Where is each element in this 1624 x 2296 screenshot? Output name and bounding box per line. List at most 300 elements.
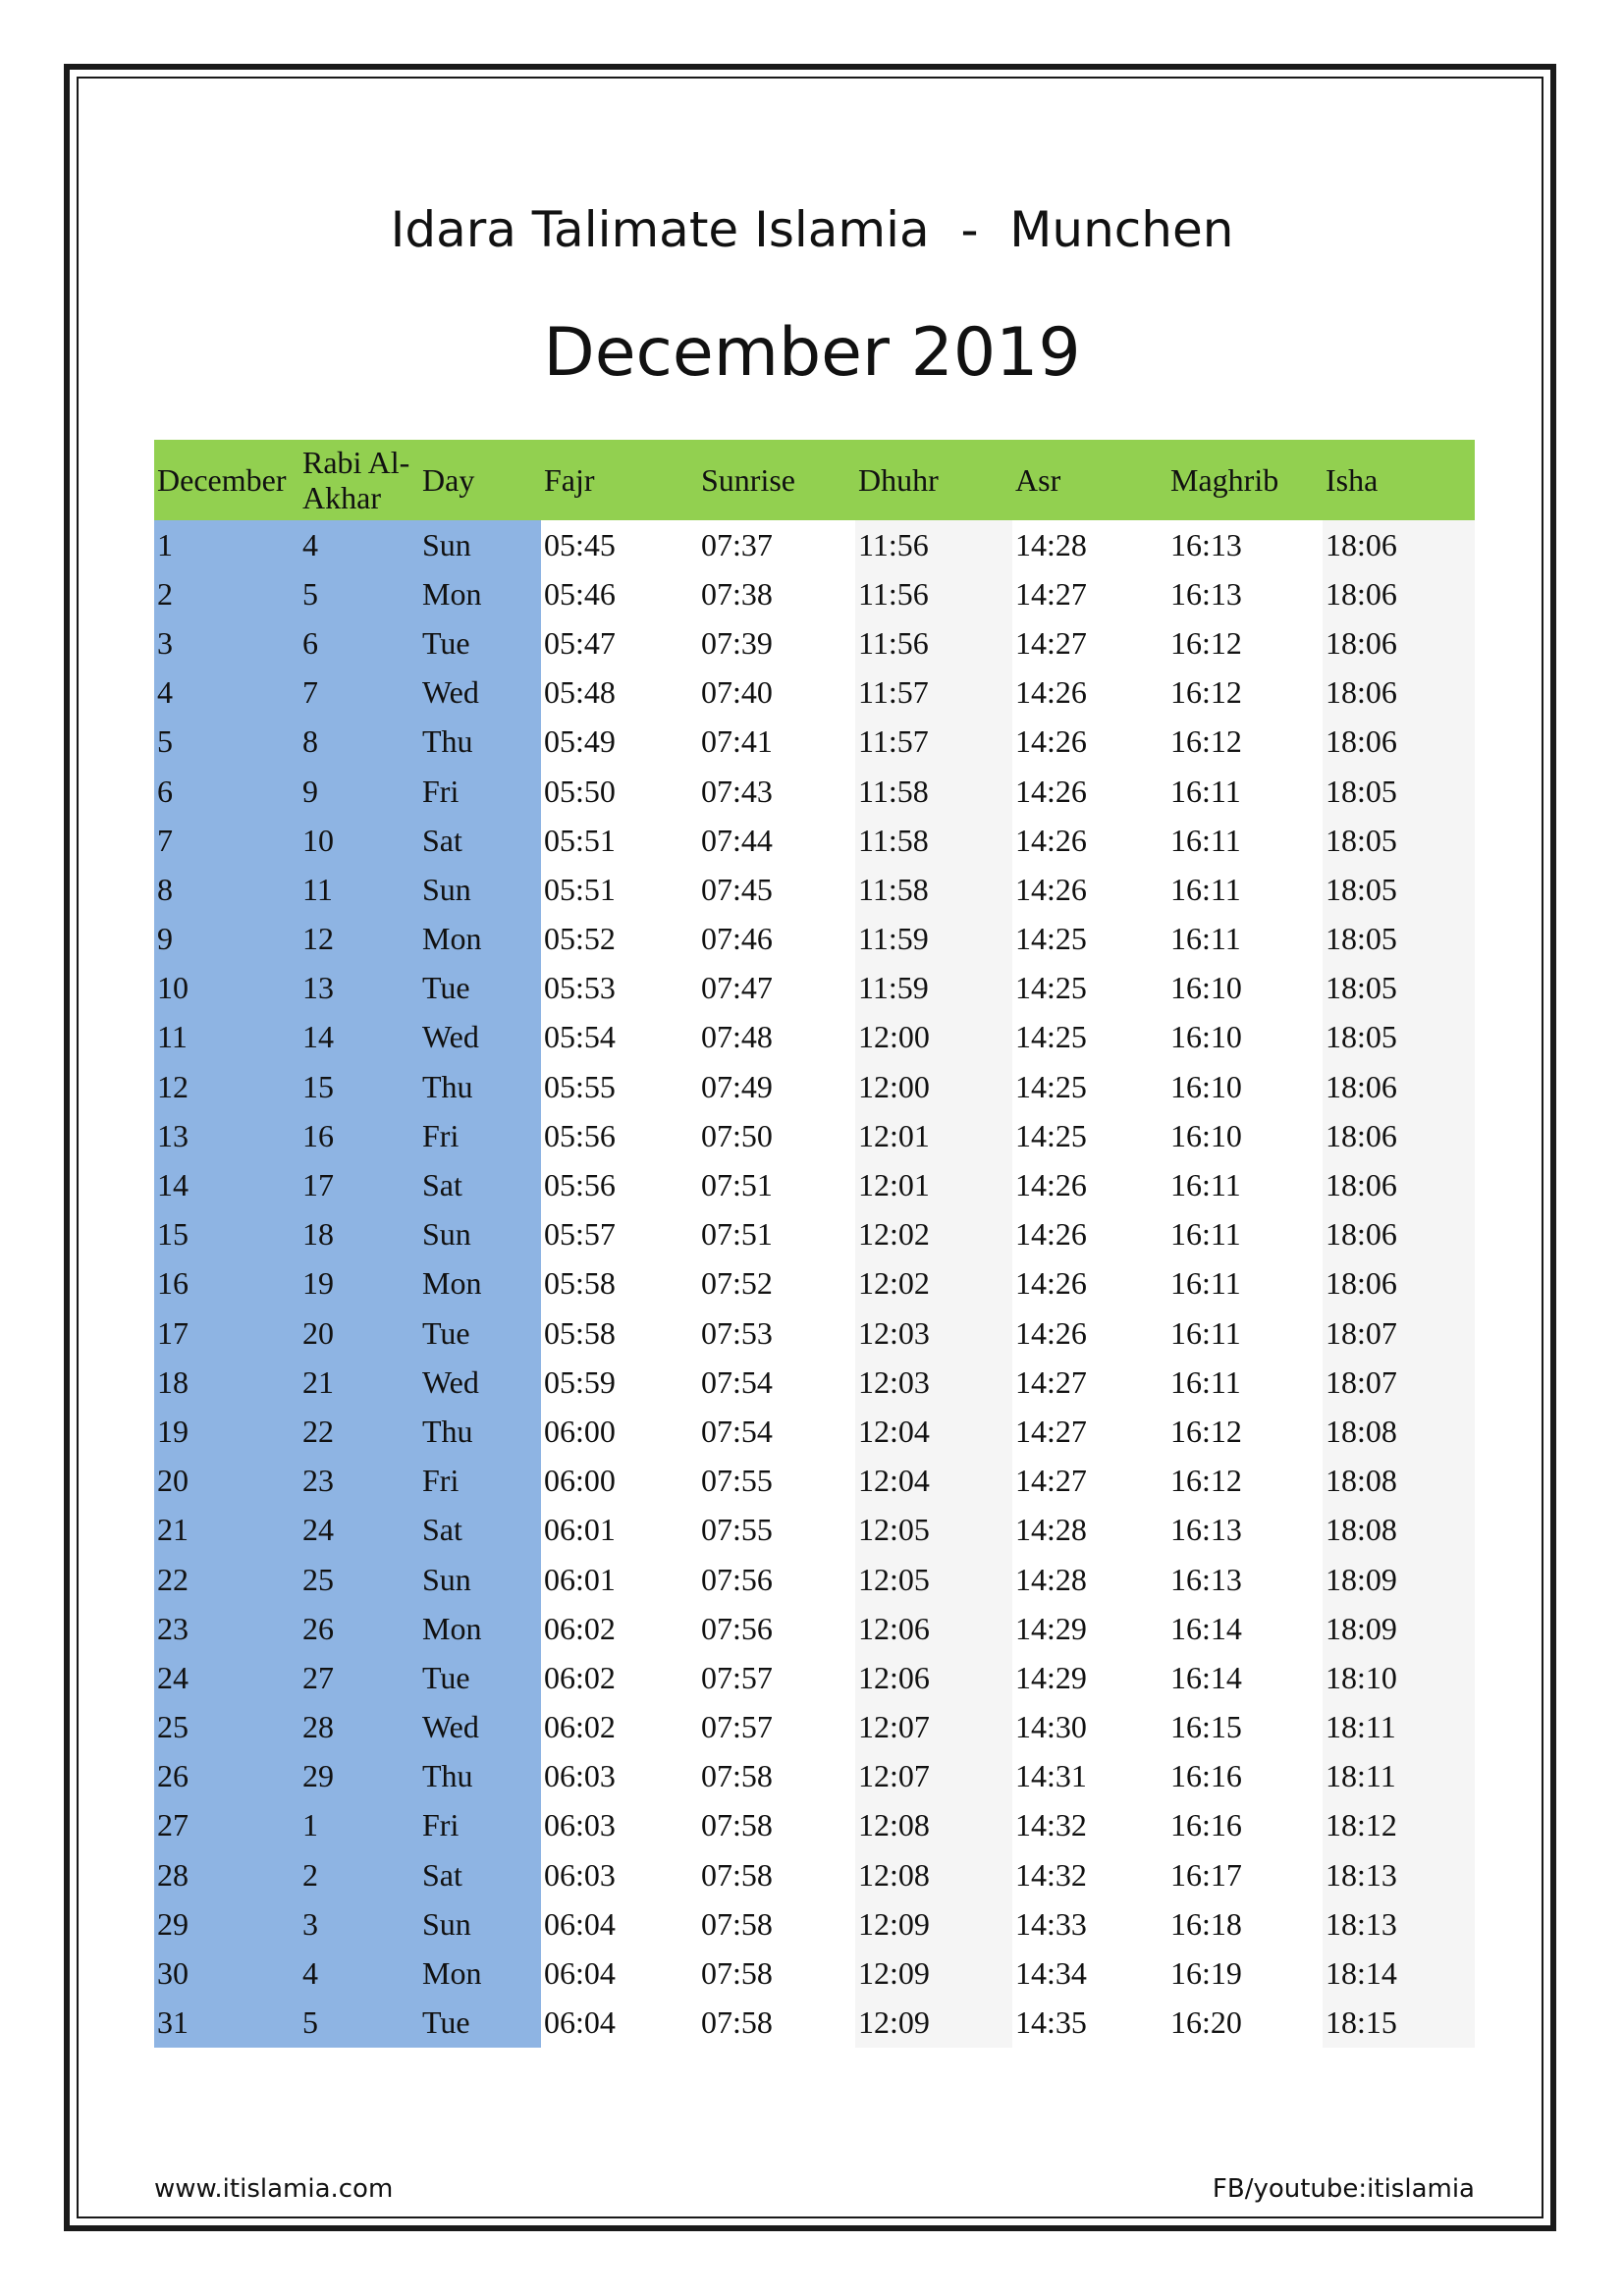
weekday-cell: Sat	[419, 816, 541, 865]
isha-cell: 18:11	[1323, 1752, 1475, 1801]
sunrise-cell: 07:37	[698, 520, 855, 569]
weekday-cell: Sat	[419, 1160, 541, 1209]
date-cell: 13	[154, 1111, 299, 1160]
organization-title: Idara Talimate Islamia - Munchen	[390, 201, 1234, 258]
date-cell: 6	[154, 767, 299, 816]
weekday-cell: Mon	[419, 569, 541, 618]
hijri-date-cell: 21	[299, 1358, 419, 1407]
fajr-cell: 06:01	[541, 1555, 698, 1604]
maghrib-cell: 16:14	[1167, 1653, 1323, 1702]
asr-cell: 14:27	[1012, 1407, 1167, 1456]
fajr-cell: 05:54	[541, 1013, 698, 1062]
isha-cell: 18:08	[1323, 1457, 1475, 1506]
hijri-date-cell: 16	[299, 1111, 419, 1160]
dhuhr-cell: 12:02	[855, 1210, 1012, 1259]
maghrib-cell: 16:17	[1167, 1850, 1323, 1899]
asr-cell: 14:25	[1012, 1111, 1167, 1160]
hijri-date-cell: 29	[299, 1752, 419, 1801]
table-row	[154, 520, 1475, 569]
sunrise-cell: 07:52	[698, 1259, 855, 1308]
date-cell: 28	[154, 1850, 299, 1899]
maghrib-cell: 16:11	[1167, 1210, 1323, 1259]
sunrise-cell: 07:38	[698, 569, 855, 618]
maghrib-cell: 16:10	[1167, 1013, 1323, 1062]
sunrise-cell: 07:40	[698, 668, 855, 718]
table-row	[154, 1111, 1475, 1160]
fajr-cell: 06:00	[541, 1457, 698, 1506]
table-row	[154, 964, 1475, 1013]
isha-cell: 18:12	[1323, 1801, 1475, 1850]
weekday-cell: Wed	[419, 668, 541, 718]
asr-cell: 14:27	[1012, 618, 1167, 667]
dhuhr-cell: 12:09	[855, 1949, 1012, 1998]
fajr-cell: 05:48	[541, 668, 698, 718]
table-row	[154, 1801, 1475, 1850]
weekday-cell: Wed	[419, 1013, 541, 1062]
fajr-cell: 05:45	[541, 520, 698, 569]
fajr-cell: 06:02	[541, 1653, 698, 1702]
isha-cell: 18:06	[1323, 569, 1475, 618]
sunrise-cell: 07:54	[698, 1358, 855, 1407]
maghrib-cell: 16:12	[1167, 718, 1323, 767]
table-row	[154, 1949, 1475, 1998]
isha-cell: 18:07	[1323, 1308, 1475, 1358]
date-cell: 22	[154, 1555, 299, 1604]
asr-cell: 14:26	[1012, 1160, 1167, 1209]
dhuhr-cell: 12:09	[855, 1899, 1012, 1949]
sunrise-cell: 07:55	[698, 1457, 855, 1506]
fajr-cell: 06:04	[541, 1999, 698, 2048]
isha-cell: 18:06	[1323, 1160, 1475, 1209]
date-cell: 17	[154, 1308, 299, 1358]
dhuhr-cell: 12:05	[855, 1555, 1012, 1604]
table-row	[154, 1308, 1475, 1358]
table-row	[154, 1062, 1475, 1111]
asr-cell: 14:25	[1012, 915, 1167, 964]
asr-cell: 14:34	[1012, 1949, 1167, 1998]
hijri-date-cell: 27	[299, 1653, 419, 1702]
asr-cell: 14:27	[1012, 1457, 1167, 1506]
asr-cell: 14:30	[1012, 1703, 1167, 1752]
asr-cell: 14:35	[1012, 1999, 1167, 2048]
asr-cell: 14:29	[1012, 1653, 1167, 1702]
table-row	[154, 668, 1475, 718]
column-header-december: December	[154, 440, 299, 520]
fajr-cell: 05:49	[541, 718, 698, 767]
table-row	[154, 1703, 1475, 1752]
maghrib-cell: 16:20	[1167, 1999, 1323, 2048]
dhuhr-cell: 12:02	[855, 1259, 1012, 1308]
asr-cell: 14:28	[1012, 1506, 1167, 1555]
sunrise-cell: 07:58	[698, 1752, 855, 1801]
hijri-date-cell: 19	[299, 1259, 419, 1308]
fajr-cell: 05:53	[541, 964, 698, 1013]
table-row	[154, 718, 1475, 767]
isha-cell: 18:06	[1323, 1210, 1475, 1259]
table-row	[154, 1407, 1475, 1456]
weekday-cell: Tue	[419, 1653, 541, 1702]
sunrise-cell: 07:45	[698, 865, 855, 914]
column-header-maghrib: Maghrib	[1167, 440, 1323, 520]
table-row	[154, 1752, 1475, 1801]
sunrise-cell: 07:39	[698, 618, 855, 667]
sunrise-cell: 07:54	[698, 1407, 855, 1456]
isha-cell: 18:06	[1323, 1111, 1475, 1160]
column-header-hijri-month: Rabi Al-Akhar	[299, 440, 419, 520]
date-cell: 4	[154, 668, 299, 718]
dhuhr-cell: 11:56	[855, 520, 1012, 569]
asr-cell: 14:28	[1012, 520, 1167, 569]
fajr-cell: 06:03	[541, 1801, 698, 1850]
weekday-cell: Fri	[419, 1111, 541, 1160]
hijri-date-cell: 11	[299, 865, 419, 914]
dhuhr-cell: 11:58	[855, 816, 1012, 865]
weekday-cell: Mon	[419, 1259, 541, 1308]
fajr-cell: 05:51	[541, 816, 698, 865]
date-cell: 11	[154, 1013, 299, 1062]
dhuhr-cell: 11:56	[855, 569, 1012, 618]
table-row	[154, 865, 1475, 914]
dhuhr-cell: 12:08	[855, 1850, 1012, 1899]
fajr-cell: 06:00	[541, 1407, 698, 1456]
weekday-cell: Sun	[419, 865, 541, 914]
dhuhr-cell: 12:00	[855, 1062, 1012, 1111]
sunrise-cell: 07:48	[698, 1013, 855, 1062]
dhuhr-cell: 12:01	[855, 1160, 1012, 1209]
hijri-date-cell: 4	[299, 520, 419, 569]
sunrise-cell: 07:50	[698, 1111, 855, 1160]
isha-cell: 18:07	[1323, 1358, 1475, 1407]
maghrib-cell: 16:14	[1167, 1604, 1323, 1653]
asr-cell: 14:27	[1012, 1358, 1167, 1407]
asr-cell: 14:32	[1012, 1801, 1167, 1850]
fajr-cell: 06:03	[541, 1850, 698, 1899]
hijri-date-cell: 22	[299, 1407, 419, 1456]
fajr-cell: 05:58	[541, 1259, 698, 1308]
maghrib-cell: 16:11	[1167, 816, 1323, 865]
date-cell: 25	[154, 1703, 299, 1752]
weekday-cell: Thu	[419, 1407, 541, 1456]
dhuhr-cell: 12:07	[855, 1703, 1012, 1752]
weekday-cell: Thu	[419, 718, 541, 767]
weekday-cell: Sun	[419, 1210, 541, 1259]
hijri-date-cell: 12	[299, 915, 419, 964]
table-row	[154, 1259, 1475, 1308]
table-row	[154, 1604, 1475, 1653]
column-header-fajr: Fajr	[541, 440, 698, 520]
timetable-body	[154, 520, 1475, 2048]
fajr-cell: 05:51	[541, 865, 698, 914]
dhuhr-cell: 12:08	[855, 1801, 1012, 1850]
date-cell: 29	[154, 1899, 299, 1949]
weekday-cell: Mon	[419, 915, 541, 964]
dhuhr-cell: 11:59	[855, 915, 1012, 964]
hijri-date-cell: 3	[299, 1899, 419, 1949]
hijri-date-cell: 25	[299, 1555, 419, 1604]
isha-cell: 18:06	[1323, 718, 1475, 767]
maghrib-cell: 16:19	[1167, 1949, 1323, 1998]
asr-cell: 14:25	[1012, 964, 1167, 1013]
weekday-cell: Sun	[419, 1899, 541, 1949]
table-row	[154, 1457, 1475, 1506]
sunrise-cell: 07:56	[698, 1604, 855, 1653]
fajr-cell: 05:52	[541, 915, 698, 964]
hijri-date-cell: 20	[299, 1308, 419, 1358]
weekday-cell: Mon	[419, 1604, 541, 1653]
sunrise-cell: 07:51	[698, 1160, 855, 1209]
isha-cell: 18:09	[1323, 1555, 1475, 1604]
dhuhr-cell: 11:57	[855, 718, 1012, 767]
dhuhr-cell: 12:03	[855, 1308, 1012, 1358]
asr-cell: 14:29	[1012, 1604, 1167, 1653]
column-header-asr: Asr	[1012, 440, 1167, 520]
footer-social: FB/youtube:itislamia	[1212, 2174, 1475, 2204]
fajr-cell: 05:47	[541, 618, 698, 667]
footer-website: www.itislamia.com	[154, 2174, 394, 2204]
sunrise-cell: 07:58	[698, 1850, 855, 1899]
isha-cell: 18:15	[1323, 1999, 1475, 2048]
date-cell: 10	[154, 964, 299, 1013]
sunrise-cell: 07:58	[698, 1999, 855, 2048]
isha-cell: 18:08	[1323, 1407, 1475, 1456]
maghrib-cell: 16:11	[1167, 1160, 1323, 1209]
dhuhr-cell: 12:04	[855, 1407, 1012, 1456]
maghrib-cell: 16:13	[1167, 1506, 1323, 1555]
sunrise-cell: 07:49	[698, 1062, 855, 1111]
date-cell: 18	[154, 1358, 299, 1407]
hijri-date-cell: 10	[299, 816, 419, 865]
asr-cell: 14:26	[1012, 816, 1167, 865]
table-row	[154, 1210, 1475, 1259]
maghrib-cell: 16:11	[1167, 1259, 1323, 1308]
date-cell: 9	[154, 915, 299, 964]
dhuhr-cell: 12:00	[855, 1013, 1012, 1062]
maghrib-cell: 16:12	[1167, 668, 1323, 718]
weekday-cell: Tue	[419, 1999, 541, 2048]
isha-cell: 18:05	[1323, 964, 1475, 1013]
fajr-cell: 05:46	[541, 569, 698, 618]
asr-cell: 14:32	[1012, 1850, 1167, 1899]
fajr-cell: 05:50	[541, 767, 698, 816]
isha-cell: 18:06	[1323, 520, 1475, 569]
maghrib-cell: 16:18	[1167, 1899, 1323, 1949]
date-cell: 2	[154, 569, 299, 618]
column-header-isha: Isha	[1323, 440, 1475, 520]
hijri-date-cell: 8	[299, 718, 419, 767]
date-cell: 26	[154, 1752, 299, 1801]
maghrib-cell: 16:11	[1167, 767, 1323, 816]
date-cell: 1	[154, 520, 299, 569]
maghrib-cell: 16:10	[1167, 964, 1323, 1013]
hijri-date-cell: 6	[299, 618, 419, 667]
table-row	[154, 569, 1475, 618]
isha-cell: 18:08	[1323, 1506, 1475, 1555]
weekday-cell: Fri	[419, 1801, 541, 1850]
isha-cell: 18:09	[1323, 1604, 1475, 1653]
table-row	[154, 1555, 1475, 1604]
asr-cell: 14:27	[1012, 569, 1167, 618]
fajr-cell: 06:02	[541, 1604, 698, 1653]
fajr-cell: 06:04	[541, 1949, 698, 1998]
hijri-date-cell: 18	[299, 1210, 419, 1259]
maghrib-cell: 16:16	[1167, 1801, 1323, 1850]
dhuhr-cell: 12:03	[855, 1358, 1012, 1407]
asr-cell: 14:26	[1012, 1259, 1167, 1308]
column-header-dhuhr: Dhuhr	[855, 440, 1012, 520]
date-cell: 27	[154, 1801, 299, 1850]
fajr-cell: 06:03	[541, 1752, 698, 1801]
date-cell: 8	[154, 865, 299, 914]
date-cell: 5	[154, 718, 299, 767]
date-cell: 20	[154, 1457, 299, 1506]
dhuhr-cell: 12:06	[855, 1653, 1012, 1702]
weekday-cell: Sat	[419, 1506, 541, 1555]
asr-cell: 14:26	[1012, 1308, 1167, 1358]
weekday-cell: Wed	[419, 1358, 541, 1407]
asr-cell: 14:26	[1012, 865, 1167, 914]
maghrib-cell: 16:11	[1167, 915, 1323, 964]
hijri-date-cell: 14	[299, 1013, 419, 1062]
sunrise-cell: 07:55	[698, 1506, 855, 1555]
sunrise-cell: 07:58	[698, 1899, 855, 1949]
hijri-date-cell: 17	[299, 1160, 419, 1209]
hijri-date-cell: 28	[299, 1703, 419, 1752]
date-cell: 14	[154, 1160, 299, 1209]
isha-cell: 18:05	[1323, 1013, 1475, 1062]
fajr-cell: 06:04	[541, 1899, 698, 1949]
asr-cell: 14:25	[1012, 1013, 1167, 1062]
sunrise-cell: 07:58	[698, 1801, 855, 1850]
maghrib-cell: 16:13	[1167, 520, 1323, 569]
maghrib-cell: 16:11	[1167, 865, 1323, 914]
sunrise-cell: 07:44	[698, 816, 855, 865]
table-row	[154, 1013, 1475, 1062]
isha-cell: 18:06	[1323, 618, 1475, 667]
dhuhr-cell: 12:09	[855, 1999, 1012, 2048]
fajr-cell: 05:55	[541, 1062, 698, 1111]
dhuhr-cell: 11:57	[855, 668, 1012, 718]
weekday-cell: Thu	[419, 1752, 541, 1801]
isha-cell: 18:11	[1323, 1703, 1475, 1752]
hijri-date-cell: 2	[299, 1850, 419, 1899]
column-header-sunrise: Sunrise	[698, 440, 855, 520]
date-cell: 31	[154, 1999, 299, 2048]
isha-cell: 18:05	[1323, 865, 1475, 914]
date-cell: 19	[154, 1407, 299, 1456]
maghrib-cell: 16:10	[1167, 1111, 1323, 1160]
table-row	[154, 767, 1475, 816]
weekday-cell: Wed	[419, 1703, 541, 1752]
table-row	[154, 1899, 1475, 1949]
column-header-day: Day	[419, 440, 541, 520]
weekday-cell: Sun	[419, 520, 541, 569]
maghrib-cell: 16:15	[1167, 1703, 1323, 1752]
dhuhr-cell: 11:58	[855, 865, 1012, 914]
table-row	[154, 1506, 1475, 1555]
weekday-cell: Fri	[419, 767, 541, 816]
maghrib-cell: 16:13	[1167, 569, 1323, 618]
asr-cell: 14:26	[1012, 668, 1167, 718]
sunrise-cell: 07:47	[698, 964, 855, 1013]
maghrib-cell: 16:12	[1167, 1457, 1323, 1506]
table-row	[154, 1999, 1475, 2048]
date-cell: 23	[154, 1604, 299, 1653]
isha-cell: 18:06	[1323, 1259, 1475, 1308]
weekday-cell: Fri	[419, 1457, 541, 1506]
hijri-date-cell: 24	[299, 1506, 419, 1555]
table-row	[154, 1358, 1475, 1407]
date-cell: 30	[154, 1949, 299, 1998]
fajr-cell: 05:57	[541, 1210, 698, 1259]
sunrise-cell: 07:41	[698, 718, 855, 767]
date-cell: 24	[154, 1653, 299, 1702]
dhuhr-cell: 11:59	[855, 964, 1012, 1013]
isha-cell: 18:05	[1323, 767, 1475, 816]
fajr-cell: 05:56	[541, 1111, 698, 1160]
prayer-timetable	[154, 440, 1475, 2048]
date-cell: 12	[154, 1062, 299, 1111]
fajr-cell: 06:01	[541, 1506, 698, 1555]
dhuhr-cell: 12:04	[855, 1457, 1012, 1506]
date-cell: 15	[154, 1210, 299, 1259]
weekday-cell: Thu	[419, 1062, 541, 1111]
table-header-row	[154, 440, 1475, 520]
weekday-cell: Tue	[419, 964, 541, 1013]
maghrib-cell: 16:13	[1167, 1555, 1323, 1604]
isha-cell: 18:06	[1323, 668, 1475, 718]
asr-cell: 14:26	[1012, 1210, 1167, 1259]
hijri-date-cell: 26	[299, 1604, 419, 1653]
sunrise-cell: 07:57	[698, 1703, 855, 1752]
sunrise-cell: 07:56	[698, 1555, 855, 1604]
sunrise-cell: 07:53	[698, 1308, 855, 1358]
isha-cell: 18:10	[1323, 1653, 1475, 1702]
sunrise-cell: 07:58	[698, 1949, 855, 1998]
sunrise-cell: 07:43	[698, 767, 855, 816]
maghrib-cell: 16:11	[1167, 1308, 1323, 1358]
fajr-cell: 05:58	[541, 1308, 698, 1358]
dhuhr-cell: 12:01	[855, 1111, 1012, 1160]
date-cell: 3	[154, 618, 299, 667]
maghrib-cell: 16:12	[1167, 1407, 1323, 1456]
date-cell: 21	[154, 1506, 299, 1555]
isha-cell: 18:13	[1323, 1850, 1475, 1899]
asr-cell: 14:28	[1012, 1555, 1167, 1604]
weekday-cell: Tue	[419, 1308, 541, 1358]
hijri-date-cell: 1	[299, 1801, 419, 1850]
asr-cell: 14:26	[1012, 767, 1167, 816]
asr-cell: 14:31	[1012, 1752, 1167, 1801]
asr-cell: 14:26	[1012, 718, 1167, 767]
hijri-date-cell: 15	[299, 1062, 419, 1111]
weekday-cell: Tue	[419, 618, 541, 667]
table-row	[154, 816, 1475, 865]
hijri-date-cell: 7	[299, 668, 419, 718]
maghrib-cell: 16:11	[1167, 1358, 1323, 1407]
fajr-cell: 05:59	[541, 1358, 698, 1407]
fajr-cell: 05:56	[541, 1160, 698, 1209]
maghrib-cell: 16:10	[1167, 1062, 1323, 1111]
table-row	[154, 1653, 1475, 1702]
date-cell: 16	[154, 1259, 299, 1308]
sunrise-cell: 07:46	[698, 915, 855, 964]
hijri-date-cell: 13	[299, 964, 419, 1013]
table-row	[154, 1850, 1475, 1899]
asr-cell: 14:25	[1012, 1062, 1167, 1111]
hijri-date-cell: 9	[299, 767, 419, 816]
date-cell: 7	[154, 816, 299, 865]
weekday-cell: Sat	[419, 1850, 541, 1899]
